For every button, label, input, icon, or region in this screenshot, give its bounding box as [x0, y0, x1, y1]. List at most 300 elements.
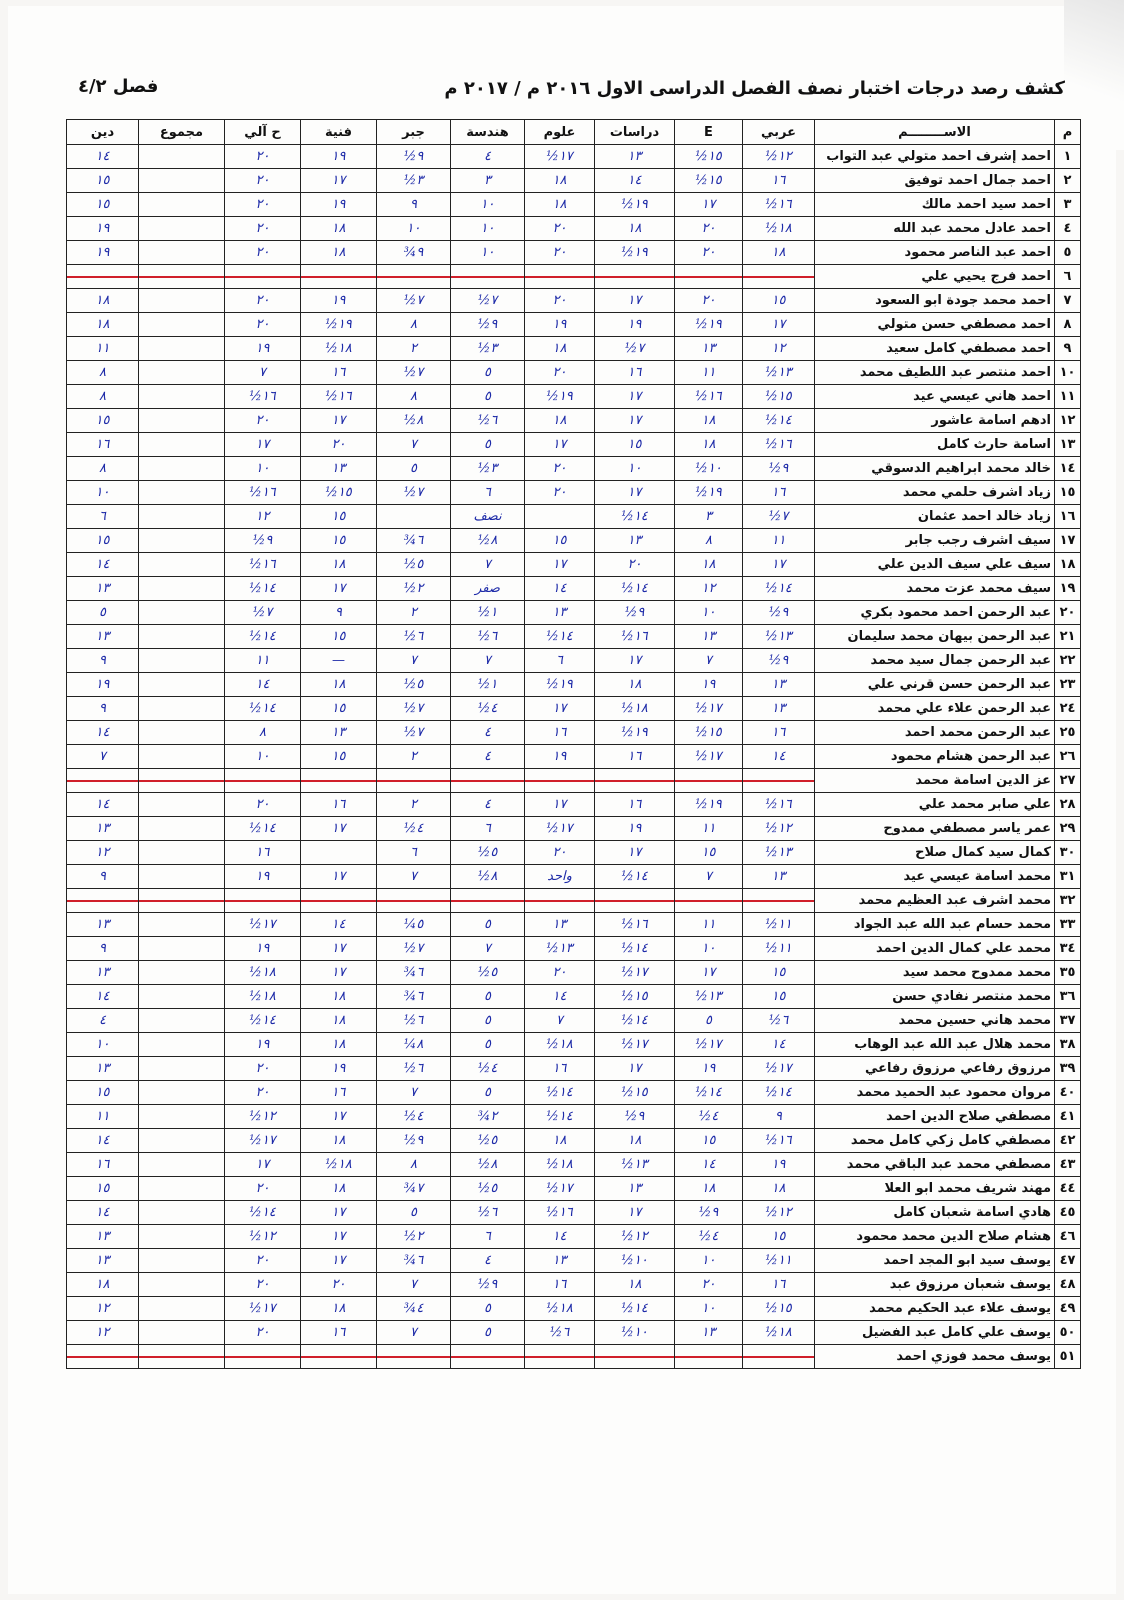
table-row: [67, 625, 1081, 649]
grade-cell: ١٩: [301, 193, 377, 217]
row-number: ١١: [1055, 385, 1081, 409]
grade-cell: ١٥: [675, 841, 743, 865]
grade-cell: —: [301, 649, 377, 673]
grade-cell: ١٣½: [743, 625, 815, 649]
grade-cell: ٢٠: [525, 961, 595, 985]
row-number: ١٨: [1055, 553, 1081, 577]
grade-cell: ١٤: [67, 553, 139, 577]
grade-cell: ١٠: [451, 193, 525, 217]
row-number: ٢: [1055, 169, 1081, 193]
grade-cell: ٢٠: [595, 553, 675, 577]
grade-cell: [139, 553, 225, 577]
grade-cell: ١٩: [225, 937, 301, 961]
grade-cell: ٦: [67, 505, 139, 529]
grade-cell: ٧½: [377, 721, 451, 745]
grade-cell: ١٨: [525, 193, 595, 217]
grade-cell: ٦¾: [377, 985, 451, 1009]
grade-cell: ١٨: [743, 1177, 815, 1201]
grade-cell: ١٤: [67, 1129, 139, 1153]
row-number: ٣٧: [1055, 1009, 1081, 1033]
grade-cell: [139, 625, 225, 649]
grade-cell: ١٤: [67, 145, 139, 169]
table-row: [67, 1009, 1081, 1033]
row-number: ٣٨: [1055, 1033, 1081, 1057]
grade-cell: ١٥½: [675, 169, 743, 193]
grade-cell: ١٠: [675, 1249, 743, 1273]
grade-cell: ٤½: [675, 1105, 743, 1129]
grade-cell: ١٠: [675, 601, 743, 625]
grade-cell: [225, 769, 301, 793]
grade-cell: ١٣½: [743, 841, 815, 865]
grade-cell: [225, 265, 301, 289]
grade-cell: ٩: [743, 1105, 815, 1129]
grade-cell: ١٣: [67, 1057, 139, 1081]
grade-cell: ١٢: [67, 1297, 139, 1321]
grade-cell: ٧: [377, 865, 451, 889]
grade-cell: [139, 241, 225, 265]
grade-cell: ١٧: [301, 937, 377, 961]
grade-cell: ١٣: [67, 961, 139, 985]
grade-cell: [525, 889, 595, 913]
row-number: ١٦: [1055, 505, 1081, 529]
grade-cell: ١٥: [595, 433, 675, 457]
class-label: فصل ٤/٢: [78, 76, 159, 97]
grade-cell: [675, 265, 743, 289]
grade-cell: ٧½: [743, 505, 815, 529]
student-name: محمد هاني حسين محمد: [815, 1009, 1055, 1033]
grade-cell: ٦½: [377, 1009, 451, 1033]
row-number: ٥٠: [1055, 1321, 1081, 1345]
column-header: جبر: [377, 120, 451, 145]
grade-cell: ١٦½: [301, 385, 377, 409]
grade-cell: ١٤½: [225, 817, 301, 841]
grade-cell: [139, 1177, 225, 1201]
student-name: احمد محمد جودة ابو السعود: [815, 289, 1055, 313]
table-row: [67, 505, 1081, 529]
student-name: محمد حسام عبد الله عبد الجواد: [815, 913, 1055, 937]
row-number: ٦: [1055, 265, 1081, 289]
grade-cell: ٩: [67, 649, 139, 673]
grade-cell: ٩½: [743, 649, 815, 673]
grade-cell: ١٧: [675, 193, 743, 217]
table-row: [67, 193, 1081, 217]
grade-cell: ١٠: [675, 937, 743, 961]
grade-cell: ١٧: [301, 817, 377, 841]
grade-cell: [139, 1321, 225, 1345]
grade-cell: واحد: [525, 865, 595, 889]
grade-cell: ١٤: [301, 913, 377, 937]
row-number: ٧: [1055, 289, 1081, 313]
grade-cell: ٥½: [451, 1177, 525, 1201]
grade-cell: ١½: [451, 673, 525, 697]
grade-cell: ١٩½: [525, 385, 595, 409]
grade-cell: ٣: [451, 169, 525, 193]
grade-cell: ٦: [451, 1225, 525, 1249]
grade-cell: [139, 433, 225, 457]
grade-cell: ١٨: [675, 433, 743, 457]
grade-cell: ١٧: [595, 649, 675, 673]
student-name: احمد مصطفي كامل سعيد: [815, 337, 1055, 361]
grade-cell: ١٨: [301, 673, 377, 697]
grade-cell: ١٨½: [301, 337, 377, 361]
table-row: [67, 553, 1081, 577]
column-header: عربي: [743, 120, 815, 145]
student-name: احمد جمال احمد توفيق: [815, 169, 1055, 193]
student-name: يوسف علاء عبد الحكيم محمد: [815, 1297, 1055, 1321]
grade-cell: ٦½: [451, 1201, 525, 1225]
grade-cell: ٧: [377, 1273, 451, 1297]
grade-cell: ١٩: [67, 673, 139, 697]
grade-cell: ٧½: [377, 937, 451, 961]
grade-cell: ١٧½: [595, 1033, 675, 1057]
grade-cell: ٥: [451, 1009, 525, 1033]
student-name: عبد الرحمن جمال سيد محمد: [815, 649, 1055, 673]
grade-cell: ٥: [451, 1321, 525, 1345]
grade-cell: ١٦½: [743, 193, 815, 217]
grade-cell: ١٤½: [525, 1081, 595, 1105]
grade-cell: [675, 1345, 743, 1369]
grade-cell: [451, 769, 525, 793]
grade-cell: ٥: [451, 913, 525, 937]
grade-cell: ٤½: [377, 817, 451, 841]
grade-cell: [139, 601, 225, 625]
student-name: مصطفي محمد عبد الباقي محمد: [815, 1153, 1055, 1177]
grade-cell: ١٤½: [595, 1009, 675, 1033]
grade-cell: ١٨: [743, 241, 815, 265]
grade-cell: ٥½: [451, 961, 525, 985]
grade-cell: [225, 1345, 301, 1369]
grade-cell: ١٩½: [525, 673, 595, 697]
row-number: ١٢: [1055, 409, 1081, 433]
grade-cell: ١٨½: [225, 985, 301, 1009]
grade-cell: ١٧: [301, 169, 377, 193]
grade-cell: ٦½: [377, 1057, 451, 1081]
grade-cell: ١٧½: [225, 913, 301, 937]
grade-cell: ١٧: [301, 961, 377, 985]
row-number: ٣٣: [1055, 913, 1081, 937]
grade-cell: ١٤½: [743, 577, 815, 601]
column-header: هندسة: [451, 120, 525, 145]
grade-cell: ٢٠: [225, 1321, 301, 1345]
grade-cell: ١٨: [301, 241, 377, 265]
grade-cell: [139, 1225, 225, 1249]
grades-table: [66, 119, 1081, 1369]
student-name: هادي اسامة شعبان كامل: [815, 1201, 1055, 1225]
grade-cell: ٢٠: [225, 1081, 301, 1105]
table-row: [67, 697, 1081, 721]
grade-cell: [525, 265, 595, 289]
grade-cell: ٥½: [377, 673, 451, 697]
grade-cell: ١٠½: [595, 1249, 675, 1273]
grade-cell: ٧: [225, 361, 301, 385]
table-row: [67, 1033, 1081, 1057]
grade-cell: ١٢: [225, 505, 301, 529]
grade-cell: ٢٠: [225, 217, 301, 241]
row-number: ٣٥: [1055, 961, 1081, 985]
grade-cell: ٥: [675, 1009, 743, 1033]
grade-cell: [139, 1057, 225, 1081]
grade-cell: ٨: [67, 361, 139, 385]
grade-cell: ١٩: [743, 1153, 815, 1177]
grade-cell: ١٩½: [675, 793, 743, 817]
grade-cell: ٦¾: [377, 961, 451, 985]
grade-cell: ٧: [451, 937, 525, 961]
grade-cell: [139, 1009, 225, 1033]
grade-cell: ١٧: [595, 481, 675, 505]
grade-cell: [139, 457, 225, 481]
grade-cell: ٢٠: [225, 313, 301, 337]
table-row: [67, 289, 1081, 313]
grade-cell: ١٧½: [675, 745, 743, 769]
grade-cell: ١٢½: [595, 1225, 675, 1249]
grade-cell: ١٤½: [225, 577, 301, 601]
grade-cell: ١٩: [67, 217, 139, 241]
student-name: عبد الرحمن محمد احمد: [815, 721, 1055, 745]
grade-cell: ١١: [675, 361, 743, 385]
grade-cell: ٧: [675, 865, 743, 889]
student-name: مصطفي كامل زكي كامل محمد: [815, 1129, 1055, 1153]
grade-cell: ١٦½: [225, 481, 301, 505]
grade-cell: ١٥: [67, 529, 139, 553]
grade-cell: ١٢: [67, 1321, 139, 1345]
grade-cell: ١٨: [301, 1297, 377, 1321]
table-row: [67, 649, 1081, 673]
row-number: ٢١: [1055, 625, 1081, 649]
table-row: [67, 961, 1081, 985]
grade-cell: ١١½: [743, 913, 815, 937]
table-row: [67, 937, 1081, 961]
grade-cell: ٢٠: [225, 1177, 301, 1201]
student-name: زياد اشرف حلمي محمد: [815, 481, 1055, 505]
grade-cell: ٢٠: [525, 457, 595, 481]
row-number: ٣٩: [1055, 1057, 1081, 1081]
grade-cell: ١٤½: [225, 625, 301, 649]
grade-cell: ١٧½: [743, 1057, 815, 1081]
grade-cell: ٥: [451, 1297, 525, 1321]
grade-cell: ١٨: [301, 1009, 377, 1033]
grade-cell: [595, 889, 675, 913]
grade-cell: ١٧½: [675, 1033, 743, 1057]
grade-cell: ١٤½: [675, 1081, 743, 1105]
grade-cell: ١٧: [595, 385, 675, 409]
table-row: [67, 889, 1081, 913]
grade-cell: ١٤: [525, 985, 595, 1009]
grade-cell: ١٤½: [595, 1297, 675, 1321]
grade-cell: [139, 1297, 225, 1321]
grade-cell: ١١½: [743, 1249, 815, 1273]
student-name: ادهم اسامة عاشور: [815, 409, 1055, 433]
grade-cell: ١٧½: [225, 1297, 301, 1321]
grade-cell: ٥: [377, 457, 451, 481]
grade-cell: [225, 889, 301, 913]
grade-cell: [377, 505, 451, 529]
grade-cell: ١٥: [67, 169, 139, 193]
column-header: دراسات: [595, 120, 675, 145]
grade-cell: ١٨½: [225, 961, 301, 985]
row-number: ١: [1055, 145, 1081, 169]
grade-cell: ٩½: [595, 601, 675, 625]
grade-cell: ٧: [377, 649, 451, 673]
student-name: احمد عادل محمد عبد الله: [815, 217, 1055, 241]
grade-cell: ١٥½: [595, 1081, 675, 1105]
grade-cell: ١٣: [525, 913, 595, 937]
grade-cell: ١٩: [225, 1033, 301, 1057]
grade-cell: [377, 265, 451, 289]
student-name: عبد الرحمن حسن قرني علي: [815, 673, 1055, 697]
grade-cell: [139, 409, 225, 433]
grade-cell: ٧: [377, 433, 451, 457]
student-name: احمد عبد الناصر محمود: [815, 241, 1055, 265]
grade-cell: ١٠: [225, 745, 301, 769]
grade-cell: ١٥½: [675, 721, 743, 745]
grade-cell: ٧: [675, 649, 743, 673]
column-header: ح آلي: [225, 120, 301, 145]
row-number: ٢٥: [1055, 721, 1081, 745]
grade-cell: ٨¼: [377, 1033, 451, 1057]
student-name: عمر ياسر مصطفي ممدوح: [815, 817, 1055, 841]
grade-cell: [595, 265, 675, 289]
grade-cell: ٤½: [451, 697, 525, 721]
table-row: [67, 145, 1081, 169]
grade-cell: ١٥: [743, 1225, 815, 1249]
grade-cell: ٦½: [451, 409, 525, 433]
row-number: ٤٢: [1055, 1129, 1081, 1153]
student-name: مروان محمود عبد الحميد محمد: [815, 1081, 1055, 1105]
grade-cell: ١٣½: [595, 1153, 675, 1177]
grade-cell: ٢¾: [451, 1105, 525, 1129]
grade-cell: ١٠½: [595, 1321, 675, 1345]
grade-cell: ١٤½: [595, 937, 675, 961]
grade-cell: ٦½: [743, 1009, 815, 1033]
grade-cell: ٢: [377, 745, 451, 769]
table-row: [67, 1321, 1081, 1345]
grade-cell: ٢٠: [225, 169, 301, 193]
grade-cell: ٧½: [377, 361, 451, 385]
grade-cell: ١٤½: [595, 577, 675, 601]
grade-cell: [139, 1153, 225, 1177]
grade-cell: ٨: [377, 385, 451, 409]
grade-cell: ١٧: [525, 697, 595, 721]
grade-cell: ٩: [377, 193, 451, 217]
student-name: احمد مصطفي حسن متولي: [815, 313, 1055, 337]
grade-cell: [451, 265, 525, 289]
grade-cell: ١٦: [743, 481, 815, 505]
grade-cell: ٢٠: [225, 145, 301, 169]
row-number: ١٧: [1055, 529, 1081, 553]
grade-cell: ١٣: [675, 625, 743, 649]
grade-cell: [595, 769, 675, 793]
grade-cell: ١٠: [675, 1297, 743, 1321]
grade-cell: ٧½: [595, 337, 675, 361]
grade-cell: ٢٠: [675, 1273, 743, 1297]
student-name: محمد ممدوح محمد سيد: [815, 961, 1055, 985]
grade-cell: ٢٠: [675, 289, 743, 313]
grade-cell: ١٩: [301, 1057, 377, 1081]
student-name: اسامة حارث كامل: [815, 433, 1055, 457]
grade-cell: ١٨½: [595, 697, 675, 721]
row-number: ٣٠: [1055, 841, 1081, 865]
grade-cell: ٢٠: [301, 433, 377, 457]
grade-cell: [743, 1345, 815, 1369]
grade-cell: ١٣½: [675, 985, 743, 1009]
grade-cell: ١٩: [225, 337, 301, 361]
table-row: [67, 1153, 1081, 1177]
grade-cell: ٤½: [451, 1057, 525, 1081]
row-number: ١٩: [1055, 577, 1081, 601]
grade-cell: ١٢: [675, 577, 743, 601]
grade-cell: ١٧½: [525, 1177, 595, 1201]
row-number: ٤٨: [1055, 1273, 1081, 1297]
grade-cell: ١٣: [525, 601, 595, 625]
student-name: سيف محمد عزت محمد: [815, 577, 1055, 601]
grade-cell: ١٠: [595, 457, 675, 481]
grade-cell: ١٥½: [743, 385, 815, 409]
grade-cell: ٧¾: [377, 1177, 451, 1201]
grade-cell: ٤¾: [377, 1297, 451, 1321]
grade-cell: ٧½: [451, 289, 525, 313]
grade-cell: ٨½: [377, 409, 451, 433]
grade-cell: ١٦½: [595, 625, 675, 649]
grade-cell: ١٤½: [743, 409, 815, 433]
table-row: [67, 841, 1081, 865]
student-name: خالد محمد ابراهيم الدسوقي: [815, 457, 1055, 481]
grade-cell: ٩½: [675, 1201, 743, 1225]
grade-cell: ١٧: [675, 961, 743, 985]
grade-cell: ٩: [301, 601, 377, 625]
grade-cell: ٩½: [595, 1105, 675, 1129]
grade-cell: ١٧: [301, 1249, 377, 1273]
student-name: مرزوق رفاعي مرزوق رفاعي: [815, 1057, 1055, 1081]
grade-cell: ١٧: [525, 793, 595, 817]
grade-cell: ٢٠: [225, 793, 301, 817]
grade-cell: ١٩½: [301, 313, 377, 337]
grade-cell: ١٤½: [225, 1009, 301, 1033]
grade-cell: ٢٠: [525, 361, 595, 385]
grade-cell: ١٨: [525, 409, 595, 433]
grade-cell: [675, 889, 743, 913]
student-name: يوسف سيد ابو المجد احمد: [815, 1249, 1055, 1273]
student-name: عبد الرحمن هشام محمود: [815, 745, 1055, 769]
grade-cell: ١٥: [301, 625, 377, 649]
grade-cell: [139, 385, 225, 409]
grade-cell: ١٤: [67, 985, 139, 1009]
grade-cell: ٥: [67, 601, 139, 625]
grade-cell: ١٦½: [225, 553, 301, 577]
row-number: ٣٤: [1055, 937, 1081, 961]
grade-cell: ١٦: [301, 1081, 377, 1105]
grade-cell: ١٥: [743, 289, 815, 313]
student-name: علي صابر محمد علي: [815, 793, 1055, 817]
grade-cell: صفر: [451, 577, 525, 601]
grade-cell: ٤: [451, 793, 525, 817]
table-row: [67, 481, 1081, 505]
grade-cell: ١٧: [225, 433, 301, 457]
grade-cell: [139, 1249, 225, 1273]
row-number: ٤: [1055, 217, 1081, 241]
grade-cell: [139, 265, 225, 289]
grade-cell: ٨: [225, 721, 301, 745]
grade-cell: ١٤: [225, 673, 301, 697]
grade-cell: ١٣: [595, 529, 675, 553]
row-number: ٢٢: [1055, 649, 1081, 673]
grade-cell: ١٧½: [525, 145, 595, 169]
grade-cell: [139, 697, 225, 721]
row-number: ٣: [1055, 193, 1081, 217]
grade-cell: [139, 361, 225, 385]
grade-cell: [377, 769, 451, 793]
grade-cell: ١٤: [743, 745, 815, 769]
grade-cell: ١٨: [595, 217, 675, 241]
